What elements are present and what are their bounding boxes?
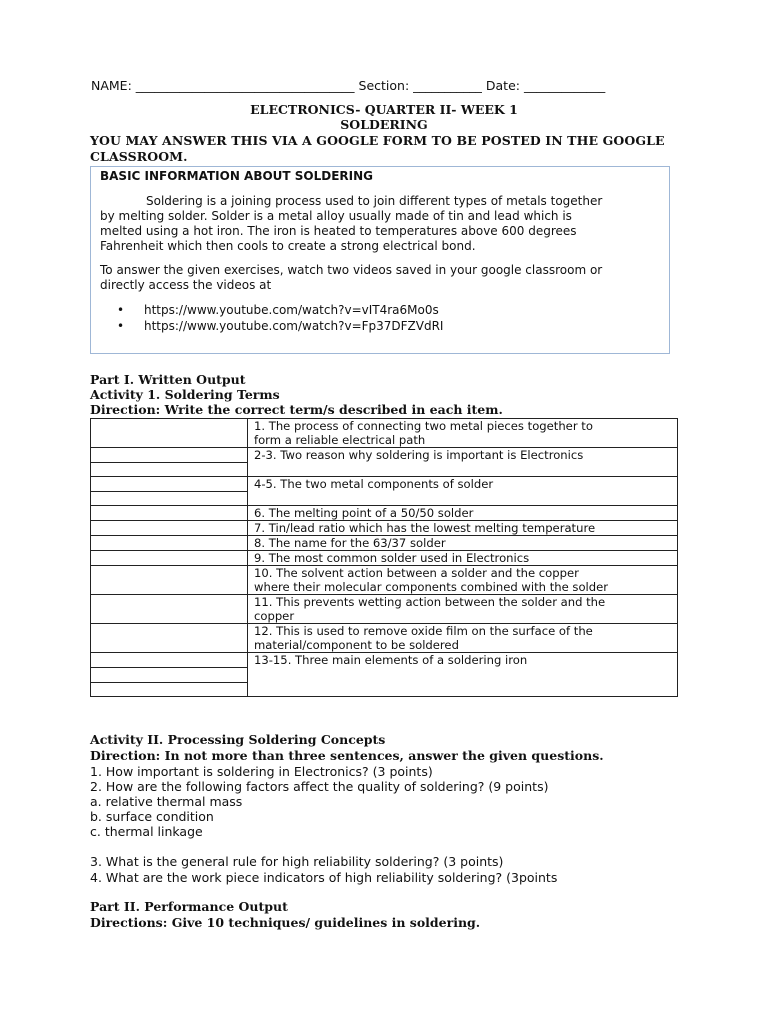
activity2-factor-b: b. surface condition <box>90 809 214 824</box>
activity2-factor-c: c. thermal linkage <box>90 824 203 839</box>
info-para2-line2: directly access the videos at <box>100 278 272 292</box>
item-text: 10. The solvent action between a solder and the copper <box>254 566 579 581</box>
answer-cell-5[interactable] <box>91 491 248 506</box>
activity2-factor-a: a. relative thermal mass <box>90 794 243 809</box>
item-text: where their molecular components combined with the solder <box>254 580 609 595</box>
soldering-terms-table <box>90 418 678 697</box>
table-row <box>91 506 678 521</box>
item-8: 8. The name for the 63/37 solder <box>248 536 678 551</box>
item-12 <box>248 624 678 653</box>
item-text: form a reliable electrical path <box>254 433 426 447</box>
activity2-heading: Activity II. Processing Soldering Concepts <box>90 732 386 747</box>
answer-cell-2[interactable] <box>91 448 248 463</box>
item-text: 12. This is used to remove oxide film on the surface of the <box>254 624 593 639</box>
item-text: material/component to be soldered <box>254 638 459 653</box>
activity2-direction: Direction: In not more than three sentences, answer the given questions. <box>90 748 604 763</box>
date-label: Date: <box>485 78 520 93</box>
activity2-question-3: 3. What is the general rule for high reliability soldering? (3 points) <box>90 854 504 869</box>
item-text: 13-15. Three main elements of a soldering iron <box>254 653 528 668</box>
info-para1-line2: by melting solder. Solder is a metal alloy usually made of tin and lead which is <box>100 209 572 223</box>
page-title: ELECTRONICS- QUARTER II- WEEK 1 <box>250 102 518 117</box>
answer-cell-1[interactable] <box>91 419 248 448</box>
answer-cell-9[interactable] <box>91 551 248 566</box>
answer-cell-3[interactable] <box>91 462 248 477</box>
bullet-icon: • <box>117 303 125 317</box>
info-para1-line3: melted using a hot iron. The iron is heated to temperatures above 600 degrees <box>100 224 577 238</box>
answer-cell-12[interactable] <box>91 624 248 653</box>
name-label: NAME: <box>91 78 132 93</box>
notice-line-2: CLASSROOM. <box>90 149 188 164</box>
answer-cell-15[interactable] <box>91 682 248 697</box>
item-2-3 <box>248 448 678 477</box>
info-para1-line1: Soldering is a joining process used to join different types of metals together <box>146 194 603 208</box>
item-text: 1. The process of connecting two metal pieces together to <box>254 419 593 433</box>
section-blank: ___________ <box>413 78 482 93</box>
answer-cell-6[interactable] <box>91 506 248 521</box>
answer-cell-10[interactable] <box>91 566 248 595</box>
date-blank: _____________ <box>523 78 606 93</box>
info-heading: BASIC INFORMATION ABOUT SOLDERING <box>100 169 374 183</box>
info-para2-line1: To answer the given exercises, watch two videos saved in your google classroom or <box>100 263 603 277</box>
item-11 <box>248 595 678 624</box>
activity1-direction: Direction: Write the correct term/s described in each item. <box>90 402 503 417</box>
info-para1-line4: Fahrenheit which then cools to create a strong electrical bond. <box>100 239 476 253</box>
page-subtitle: SOLDERING <box>340 117 428 132</box>
item-1 <box>248 419 678 448</box>
info-box <box>90 166 670 354</box>
notice-line-1: YOU MAY ANSWER THIS VIA A GOOGLE FORM TO BE POSTED IN THE GOOGLE <box>90 133 665 148</box>
item-4-5 <box>248 477 678 506</box>
answer-cell-11[interactable] <box>91 595 248 624</box>
answer-cell-13[interactable] <box>91 653 248 668</box>
item-text: 11. This prevents wetting action between the solder and the <box>254 595 606 610</box>
activity2-question-2: 2. How are the following factors affect the quality of soldering? (9 points) <box>90 779 549 794</box>
answer-cell-4[interactable] <box>91 477 248 492</box>
part1-heading: Part I. Written Output <box>90 372 246 387</box>
table-row <box>91 477 678 492</box>
section-label: Section: <box>358 78 410 93</box>
answer-cell-14[interactable] <box>91 667 248 682</box>
video-link-2[interactable]: https://www.youtube.com/watch?v=Fp37DFZVdRI <box>144 319 444 333</box>
item-9: 9. The most common solder used in Electronics <box>248 551 678 566</box>
item-text: 2-3. Two reason why soldering is important is Electronics <box>254 448 584 462</box>
item-13-15 <box>248 653 678 697</box>
item-10 <box>248 566 678 595</box>
table-row <box>91 521 678 536</box>
answer-cell-7[interactable] <box>91 521 248 536</box>
header-fields <box>91 78 605 93</box>
activity2-question-4: 4. What are the work piece indicators of high reliability soldering? (3points <box>90 870 558 885</box>
item-7: 7. Tin/lead ratio which has the lowest melting temperature <box>248 521 678 536</box>
table-row <box>91 653 678 668</box>
answer-cell-8[interactable] <box>91 536 248 551</box>
item-text: copper <box>254 609 295 624</box>
part2-direction: Directions: Give 10 techniques/ guidelines in soldering. <box>90 915 481 930</box>
video-link-1[interactable]: https://www.youtube.com/watch?v=vIT4ra6Mo0s <box>144 303 439 317</box>
table-row <box>91 536 678 551</box>
activity2-question-1: 1. How important is soldering in Electronics? (3 points) <box>90 764 433 779</box>
name-blank: ___________________________________ <box>135 78 355 93</box>
item-text: 4-5. The two metal components of solder <box>254 477 494 492</box>
bullet-icon: • <box>117 319 125 333</box>
activity1-heading: Activity 1. Soldering Terms <box>90 387 280 402</box>
item-6: 6. The melting point of a 50/50 solder <box>248 506 678 521</box>
table-row <box>91 551 678 566</box>
part2-heading: Part II. Performance Output <box>90 899 288 914</box>
